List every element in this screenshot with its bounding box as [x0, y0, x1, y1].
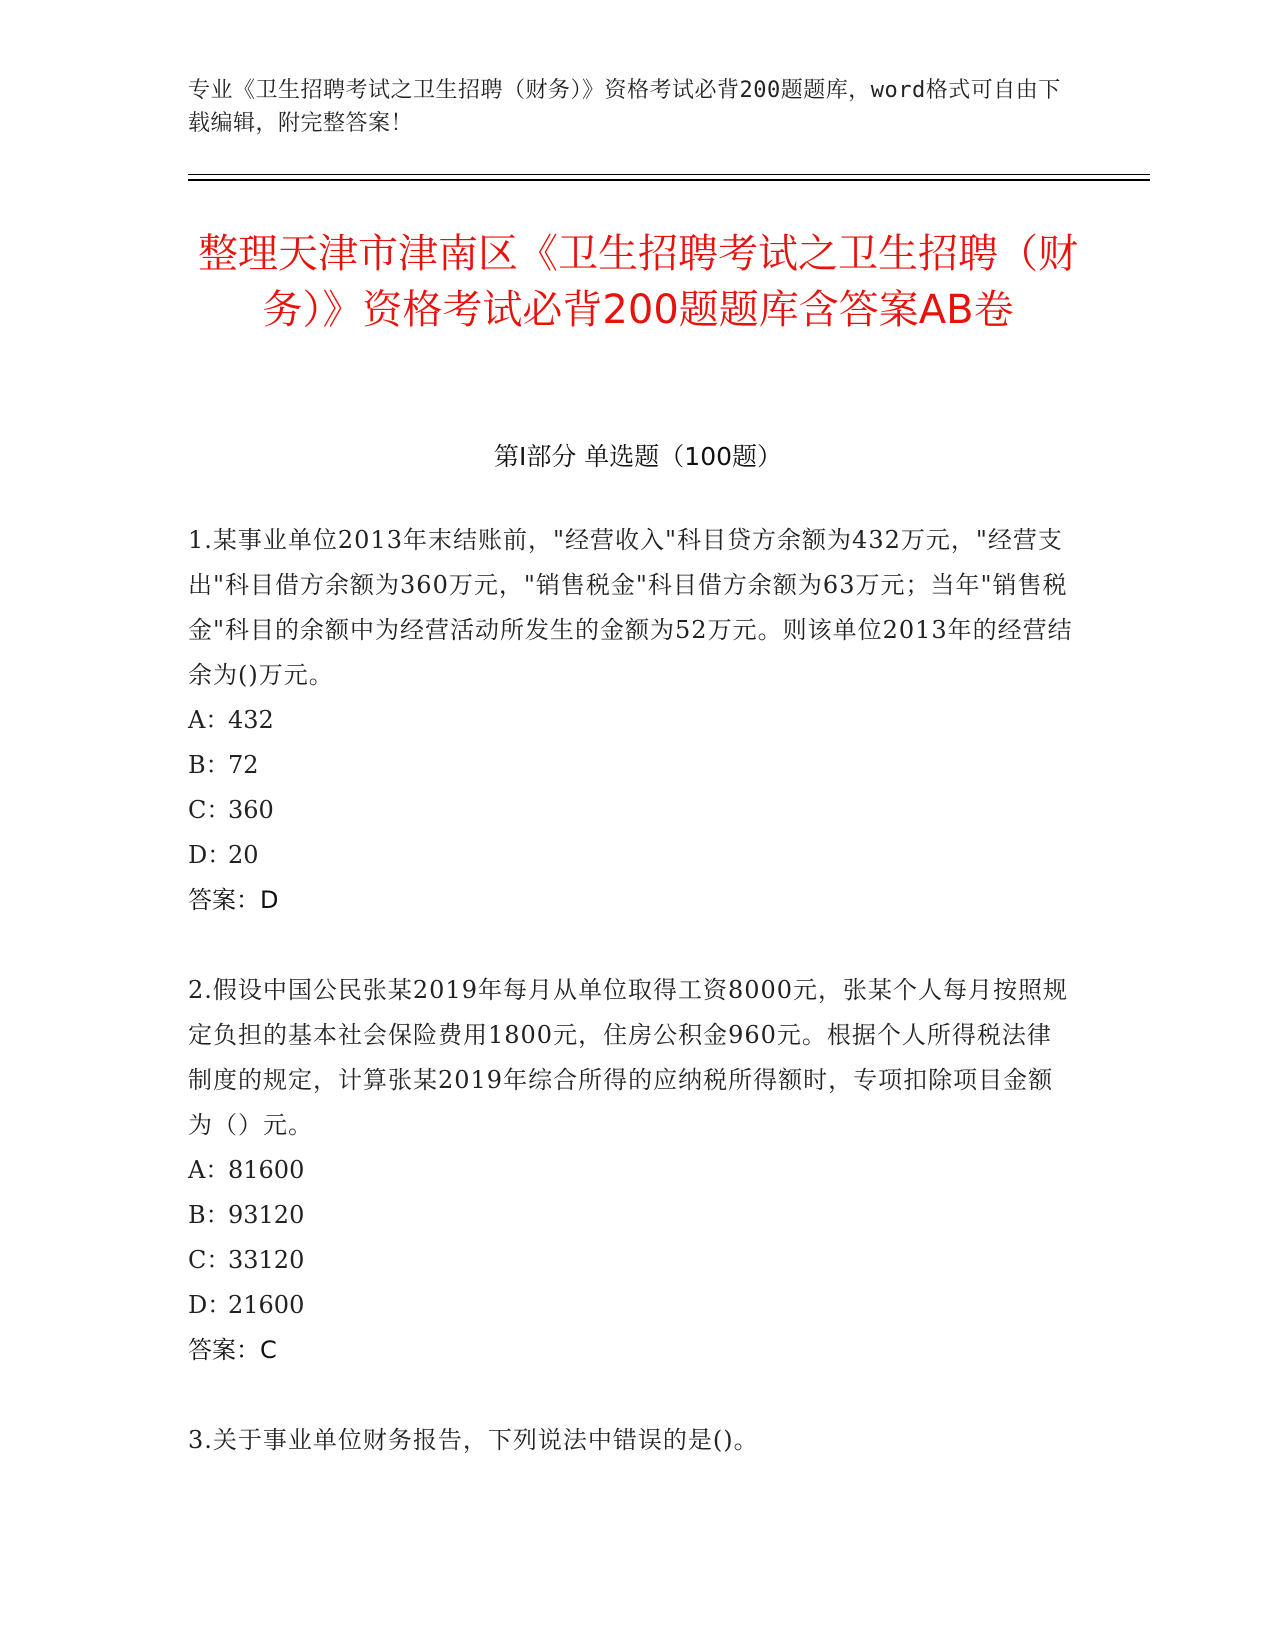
question-2 [188, 968, 1073, 1373]
option-letter: A： [188, 1156, 230, 1184]
question-3 [188, 1418, 1073, 1463]
option-a [188, 698, 1073, 743]
option-c [188, 788, 1073, 833]
option-c [188, 1238, 1073, 1283]
option-text: 81600 [228, 1156, 305, 1184]
answer: 答案：D [188, 886, 279, 914]
option-text: 360 [228, 796, 274, 824]
section-title: 第Ⅰ部分 单选题（100题） [493, 442, 783, 471]
question-stem: 1.某事业单位2013年末结账前，"经营收入"科目贷方余额为432万元，"经营支出"科目借方余额为360万元，"销售税金"科目借方余额为63万元；当年"销售税金"科目的余额中为经营活动所发生的金额为52万元。则该单位2013年的经营结余为()万元。 [188, 526, 1073, 689]
option-text: 432 [228, 706, 274, 734]
option-text: 33120 [228, 1246, 305, 1274]
option-letter: B： [188, 751, 230, 779]
option-d [188, 833, 1073, 878]
header-rule-thin [188, 174, 1150, 175]
option-letter: B： [188, 1201, 230, 1229]
option-letter: A： [188, 706, 230, 734]
answer: 答案：C [188, 1336, 277, 1364]
option-text: 21600 [228, 1291, 305, 1319]
option-letter: C： [188, 1246, 231, 1274]
option-text: 93120 [228, 1201, 305, 1229]
question-1 [188, 518, 1073, 923]
option-letter: D： [188, 841, 232, 869]
option-letter: D： [188, 1291, 232, 1319]
option-text: 20 [228, 841, 259, 869]
header-note: 专业《卫生招聘考试之卫生招聘（财务）》资格考试必背200题题库，word格式可自由下载编辑，附完整答案！ [188, 78, 1061, 136]
option-b [188, 1193, 1073, 1238]
question-stem: 3.关于事业单位财务报告，下列说法中错误的是()。 [188, 1426, 759, 1454]
document-title: 整理天津市津南区《卫生招聘考试之卫生招聘（财务）》资格考试必背200题题库含答案AB卷 [198, 231, 1078, 333]
option-a [188, 1148, 1073, 1193]
question-stem: 2.假设中国公民张某2019年每月从单位取得工资8000元，张某个人每月按照规定负担的基本社会保险费用1800元，住房公积金960元。根据个人所得税法律制度的规定，计算张某2019年综合所得的应纳税所得额时，专项扣除项目金额为（）元。 [188, 976, 1069, 1139]
option-b [188, 743, 1073, 788]
option-d [188, 1283, 1073, 1328]
option-text: 72 [228, 751, 259, 779]
header-rule-thick [188, 179, 1150, 181]
option-letter: C： [188, 796, 231, 824]
